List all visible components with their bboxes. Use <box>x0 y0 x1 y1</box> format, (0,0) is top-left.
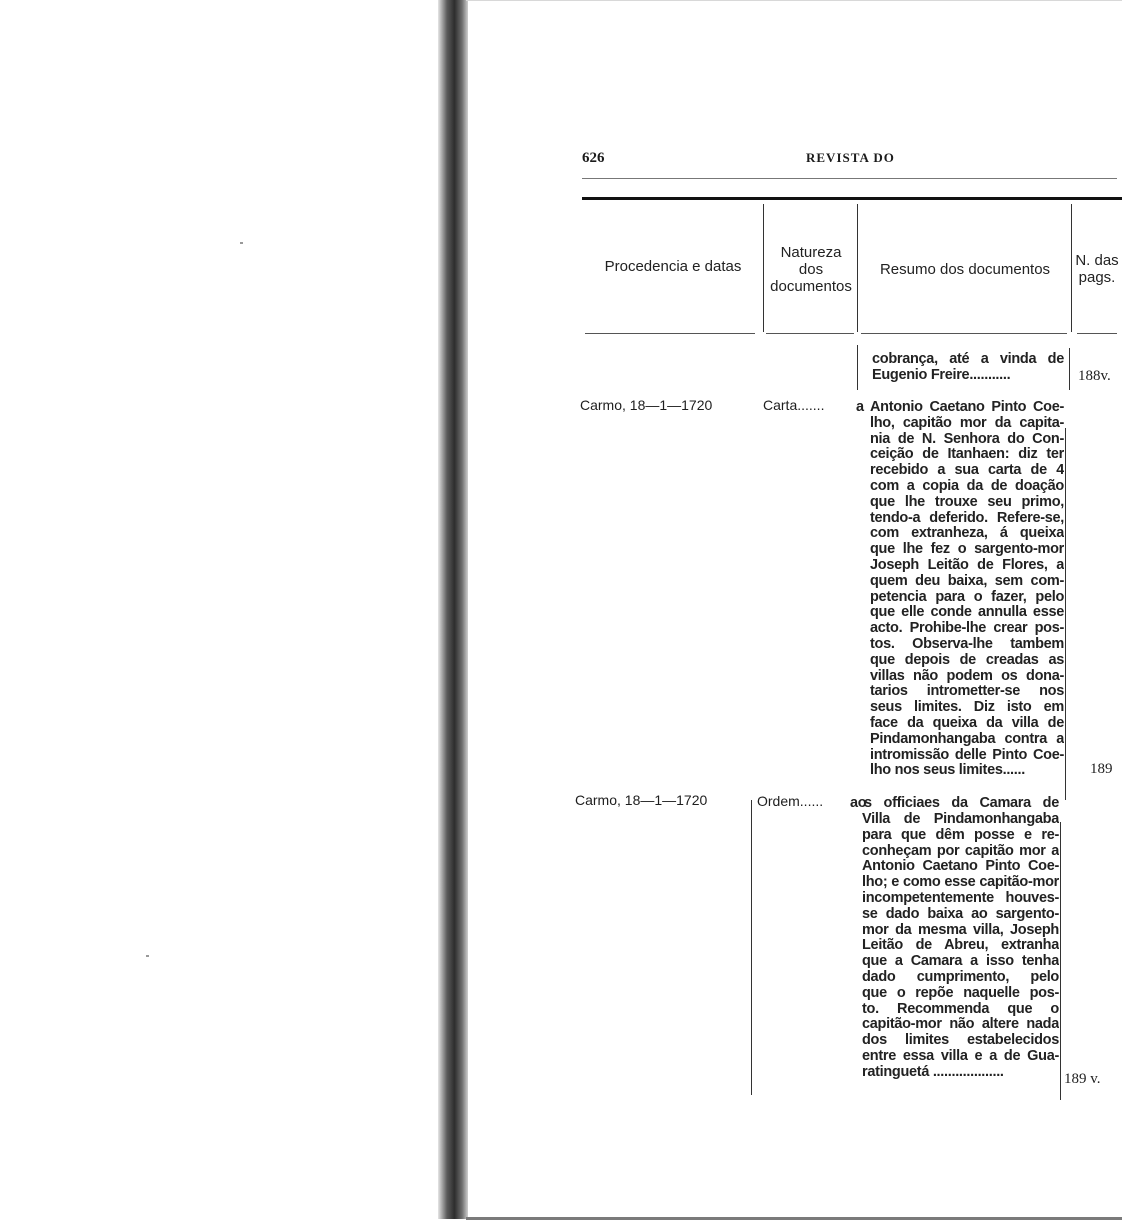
summary-line: lho nos seus limites...... <box>870 763 1025 779</box>
summary-line: lho, capitão mor da capita- <box>870 415 1064 431</box>
procedencia-cell: Carmo, 18—1—1720 <box>575 792 708 808</box>
header-natureza: Natureza dos documentos <box>770 244 852 295</box>
procedencia-cell: Carmo, 18—1—1720 <box>580 397 713 413</box>
summary-line: que a Camara a isso tenha <box>862 954 1059 970</box>
summary-line: seus limites. Diz isto em <box>870 700 1064 716</box>
table-row <box>870 400 1064 779</box>
summary-line: com a copia da de doação <box>870 478 1064 494</box>
summary-line: que lhe trouxe seu primo, <box>870 494 1064 510</box>
summary-line: tos. Observa-lhe tambem <box>870 636 1064 652</box>
page-reference: 189 v. <box>1064 1071 1101 1087</box>
summary-line: ratinguetá ................... <box>862 1064 1004 1080</box>
summary-line: Pindamonhangaba contra a <box>870 731 1064 747</box>
natureza-cell: Carta....... <box>763 397 825 413</box>
summary-line: dos limites estabelecidos <box>862 1033 1059 1049</box>
summary-line: Villa de Pindamonhangaba <box>862 812 1059 827</box>
summary-line: Antonio Caetano Pinto Coe- <box>870 400 1064 415</box>
summary-line: villas não podem os dona- <box>870 668 1064 684</box>
summary-line: Antonio Caetano Pinto Coe- <box>862 859 1059 875</box>
summary-line: conheçam por capitão mor a <box>862 843 1059 859</box>
table-row <box>872 352 1064 384</box>
header-separator <box>1077 333 1117 334</box>
summary-line: dado cumprimento, pelo <box>862 969 1059 985</box>
table-row <box>862 812 1059 1081</box>
header-rule <box>582 178 1117 179</box>
summary-line: que lhe fez o sargento-mor <box>870 542 1064 558</box>
summary-line: acto. Prohibe-lhe crear pos- <box>870 621 1064 637</box>
summary-line: entre essa villa e a de Gua- <box>862 1048 1059 1064</box>
page-reference: 189 <box>1090 761 1113 777</box>
header-paginas: N. das pags. <box>1075 252 1119 286</box>
summary-line: recebido a sua carta de 4 <box>870 463 1064 479</box>
summary-line: ceição de Itanhaen: diz ter <box>870 447 1064 463</box>
summary-line: petencia para o fazer, pelo <box>870 589 1064 605</box>
summary-line: nia de N. Senhora do Con- <box>870 431 1064 447</box>
summary-line: com extranheza, á queixa <box>870 526 1064 542</box>
summary-line: tarios intrometter-se nos <box>870 684 1064 700</box>
summary-line: Leitão de Abreu, extranha <box>862 938 1059 954</box>
summary-line: que o repõe naquelle pos- <box>862 985 1059 1001</box>
header-separator <box>861 333 1067 334</box>
table-top-rule <box>582 197 1122 200</box>
column-divider <box>751 800 752 1095</box>
natureza-cell: Ordem...... <box>757 793 824 809</box>
summary-line: lho; e como esse capitão-mor <box>862 875 1059 891</box>
summary-line: se dado baixa ao sargento- <box>862 906 1059 922</box>
book-spine <box>438 0 468 1219</box>
summary-line: que elle conde annulla esse <box>870 605 1064 621</box>
summary-line: para que dêm posse e re- <box>862 827 1059 843</box>
summary-line: incompetentemente houves- <box>862 890 1059 906</box>
summary-line: face da queixa da villa de <box>870 715 1064 731</box>
summary-line: capitão-mor não altere nada <box>862 1017 1059 1033</box>
running-title: REVISTA DO <box>806 150 895 165</box>
page-reference: 188v. <box>1078 368 1111 384</box>
table-row <box>864 796 1059 812</box>
paper-speck <box>240 242 243 244</box>
header-procedencia: Procedencia e datas <box>604 258 742 275</box>
summary-line: intromissão delle Pinto Coe- <box>870 747 1064 763</box>
header-separator <box>766 333 854 334</box>
column-divider <box>1065 428 1066 800</box>
summary-prefix: a <box>856 400 864 415</box>
summary-line: tendo-a deferido. Refere-se, <box>870 510 1064 526</box>
summary-line: Eugenio Freire........... <box>872 367 1011 383</box>
summary-line: cobrança, até a vinda de <box>872 352 1064 367</box>
column-divider <box>857 345 858 390</box>
summary-line: to. Recommenda que o <box>862 1001 1059 1017</box>
summary-line: mor da mesma villa, Joseph <box>862 922 1059 938</box>
summary-line: s officiaes da Camara de <box>864 796 1059 811</box>
summary-line: quem deu baixa, sem com- <box>870 573 1064 589</box>
column-divider <box>1069 348 1070 390</box>
paper-speck <box>146 955 149 957</box>
column-divider <box>1060 822 1061 1100</box>
summary-line: Joseph Leitão de Flores, a <box>870 557 1064 573</box>
header-resumo: Resumo dos documentos <box>879 261 1051 278</box>
page-number: 626 <box>582 150 605 166</box>
summary-prefix: ao <box>850 796 867 811</box>
summary-line: que depois de creadas as <box>870 652 1064 668</box>
header-separator <box>585 333 755 334</box>
